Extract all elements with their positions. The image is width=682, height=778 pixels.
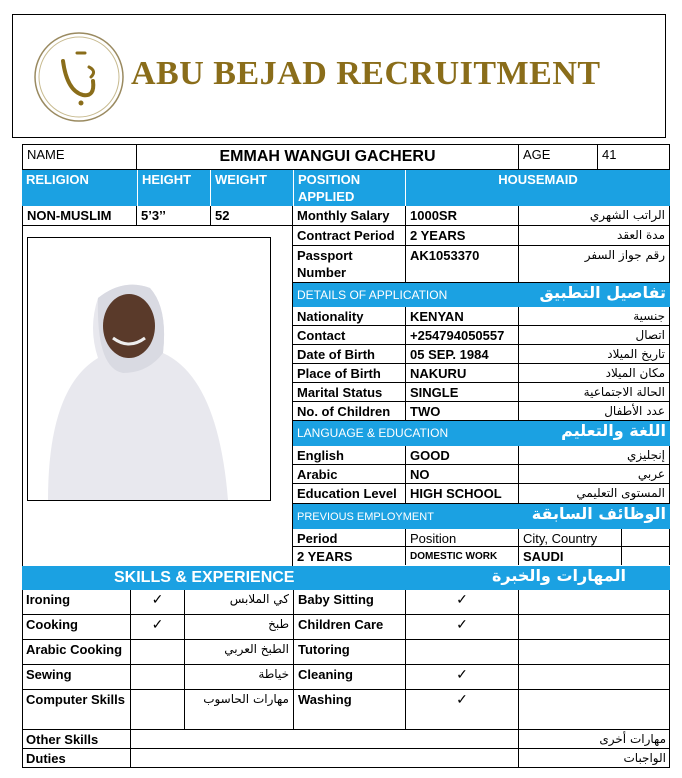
children-ar: عدد الأطفال xyxy=(518,402,670,421)
person-photo-icon xyxy=(28,238,270,500)
skill-blank-5 xyxy=(518,690,670,730)
english-ar: إنجليزي xyxy=(518,446,670,465)
employment-heading: PREVIOUS EMPLOYMENT xyxy=(293,504,518,529)
skill-sewing: Sewing xyxy=(22,665,130,690)
duties-label: Duties xyxy=(22,749,130,768)
education-value: HIGH SCHOOL xyxy=(405,484,518,504)
language-heading-ar: اللغة والتعليم xyxy=(518,421,670,446)
details-heading: DETAILS OF APPLICATION xyxy=(293,283,518,307)
skill-arabic-cooking-mark xyxy=(130,640,184,665)
skill-arabic-cooking-ar: الطبخ العربي xyxy=(184,640,293,665)
skills-heading-ar: المهارات والخبرة xyxy=(491,566,626,585)
employment-col-period: Period xyxy=(293,529,405,547)
skill-ironing-ar: كي الملابس xyxy=(184,590,293,615)
company-logo-icon xyxy=(33,31,125,123)
employment-col-extra xyxy=(621,529,670,547)
skill-computer: Computer Skills xyxy=(22,690,130,730)
children-label: No. of Children xyxy=(293,402,405,421)
dob-ar: تاريخ الميلاد xyxy=(518,345,670,364)
skill-tutoring-mark xyxy=(405,640,518,665)
skill-blank-4 xyxy=(518,665,670,690)
employment-extra xyxy=(621,547,670,565)
skill-blank-1 xyxy=(518,590,670,615)
passport-ar: رقم جواز السفر xyxy=(518,246,670,283)
contact-ar: اتصال xyxy=(518,326,670,345)
skill-ironing: Ironing xyxy=(22,590,130,615)
contract-period-ar: مدة العقد xyxy=(518,226,670,246)
age-value: 41 xyxy=(598,144,670,170)
skill-cooking-ar: طبخ xyxy=(184,615,293,640)
skill-computer-mark xyxy=(130,690,184,730)
salary-label: Monthly Salary xyxy=(293,206,405,226)
salary-ar: الراتب الشهري xyxy=(518,206,670,226)
marital-ar: الحالة الاجتماعية xyxy=(518,383,670,402)
marital-value: SINGLE xyxy=(405,383,518,402)
skill-blank-3 xyxy=(518,640,670,665)
arabic-ar: عربي xyxy=(518,465,670,484)
skill-children-care: Children Care xyxy=(293,615,405,640)
marital-label: Marital Status xyxy=(293,383,405,402)
employment-position: DOMESTIC WORK xyxy=(405,547,518,565)
skill-washing-check-icon: ✓ xyxy=(405,690,518,730)
skill-cooking: Cooking xyxy=(22,615,130,640)
employment-period: 2 YEARS xyxy=(297,549,353,564)
skill-cleaning-check-icon: ✓ xyxy=(405,665,518,690)
pob-label: Place of Birth xyxy=(293,364,405,383)
details-heading-ar: تفاصيل التطبيق xyxy=(518,283,670,307)
other-skills-value xyxy=(130,730,518,749)
skill-sewing-mark xyxy=(130,665,184,690)
duties-ar: الواجبات xyxy=(518,749,670,768)
language-heading: LANGUAGE & EDUCATION xyxy=(293,421,518,446)
employment-col-city: City, Country xyxy=(518,529,621,547)
contact-label: Contact xyxy=(293,326,405,345)
employment-heading-ar: الوظائف السابقة xyxy=(518,504,670,529)
position-label: POSITION APPLIED xyxy=(293,170,405,206)
name-label: NAME xyxy=(22,144,137,170)
age-label: AGE xyxy=(518,144,598,170)
skills-heading: SKILLS & EXPERIENCE xyxy=(114,569,295,586)
arabic-label: Arabic xyxy=(293,465,405,484)
other-skills-ar: مهارات أخرى xyxy=(518,730,670,749)
employment-col-position: Position xyxy=(405,529,518,547)
pob-ar: مكان الميلاد xyxy=(518,364,670,383)
contract-period-label: Contract Period xyxy=(293,226,405,246)
dob-label: Date of Birth xyxy=(293,345,405,364)
position-value: HOUSEMAID xyxy=(405,170,670,206)
skill-washing: Washing xyxy=(293,690,405,730)
skill-cleaning: Cleaning xyxy=(293,665,405,690)
religion-label: RELIGION xyxy=(22,170,137,206)
nationality-value: KENYAN xyxy=(405,307,518,326)
weight-label: WEIGHT xyxy=(210,170,293,206)
employment-city: SAUDI xyxy=(518,547,621,565)
education-label: Education Level xyxy=(293,484,405,504)
english-label: English xyxy=(293,446,405,465)
duties-value xyxy=(130,749,518,768)
passport-value: AK1053370 xyxy=(405,246,518,283)
weight-value: 52 xyxy=(210,206,293,226)
skill-cooking-check-icon: ✓ xyxy=(130,615,184,640)
candidate-photo xyxy=(27,237,271,501)
passport-label: Passport Number xyxy=(293,246,405,283)
english-value: GOOD xyxy=(405,446,518,465)
contact-value: +254794050557 xyxy=(405,326,518,345)
arabic-value: NO xyxy=(405,465,518,484)
skill-children-care-check-icon: ✓ xyxy=(405,615,518,640)
children-value: TWO xyxy=(405,402,518,421)
nationality-label: Nationality xyxy=(293,307,405,326)
height-value: 5’3’’ xyxy=(137,206,210,226)
skill-computer-ar: مهارات الحاسوب xyxy=(184,690,293,730)
pob-value: NAKURU xyxy=(405,364,518,383)
skill-baby-sitting: Baby Sitting xyxy=(293,590,405,615)
nationality-ar: جنسية xyxy=(518,307,670,326)
education-ar: المستوى التعليمي xyxy=(518,484,670,504)
skill-ironing-check-icon: ✓ xyxy=(130,590,184,615)
height-label: HEIGHT xyxy=(137,170,210,206)
company-name: ABU BEJAD RECRUITMENT xyxy=(131,55,601,92)
skill-baby-sitting-check-icon: ✓ xyxy=(405,590,518,615)
skill-arabic-cooking: Arabic Cooking xyxy=(22,640,130,665)
religion-value: NON-MUSLIM xyxy=(22,206,137,226)
candidate-name: EMMAH WANGUI GACHERU xyxy=(137,144,518,170)
skill-blank-2 xyxy=(518,615,670,640)
letterhead xyxy=(12,14,666,138)
other-skills-label: Other Skills xyxy=(22,730,130,749)
skill-sewing-ar: خياطة xyxy=(184,665,293,690)
salary-value: 1000SR xyxy=(405,206,518,226)
skill-tutoring: Tutoring xyxy=(293,640,405,665)
contract-period-value: 2 YEARS xyxy=(405,226,518,246)
dob-value: 05 SEP. 1984 xyxy=(405,345,518,364)
